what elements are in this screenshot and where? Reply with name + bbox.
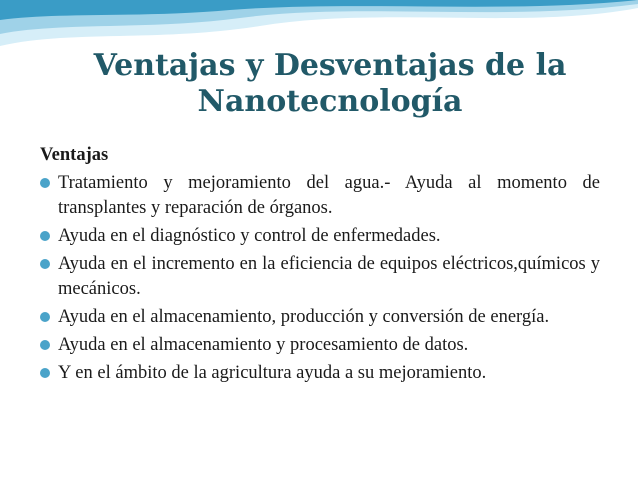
bullet-item — [40, 305, 600, 330]
bullet-text: Ayuda en el incremento en la eficiencia de equipos eléctricos,químicos y mecánicos. — [58, 254, 600, 299]
bullet-item — [40, 224, 600, 249]
bullet-item — [40, 171, 600, 221]
slide-title — [60, 48, 600, 120]
bullet-text: Ayuda en el diagnóstico y control de enfermedades. — [58, 226, 441, 246]
bullet-list — [40, 171, 600, 386]
slide-body — [40, 143, 600, 389]
bullet-dot-icon — [40, 178, 50, 188]
bullet-dot-icon — [40, 312, 50, 322]
bullet-item — [40, 333, 600, 358]
section-heading: Ventajas — [40, 145, 109, 165]
bullet-dot-icon — [40, 259, 50, 269]
bullet-dot-icon — [40, 368, 50, 378]
title-line-2: Nanotecnología — [197, 84, 463, 119]
bullet-dot-icon — [40, 340, 50, 350]
bullet-item — [40, 252, 600, 302]
title-line-1: Ventajas y Desventajas de la — [93, 48, 567, 83]
bullet-item — [40, 361, 600, 386]
bullet-dot-icon — [40, 231, 50, 241]
bullet-text: Ayuda en el almacenamiento, producción y conversión de energía. — [58, 307, 550, 327]
bullet-text: Y en el ámbito de la agricultura ayuda a su mejoramiento. — [58, 363, 487, 383]
bullet-text: Tratamiento y mejoramiento del agua.- Ayuda al momento de transplantes y reparación de órganos. — [58, 173, 600, 218]
bullet-text: Ayuda en el almacenamiento y procesamiento de datos. — [58, 335, 469, 355]
